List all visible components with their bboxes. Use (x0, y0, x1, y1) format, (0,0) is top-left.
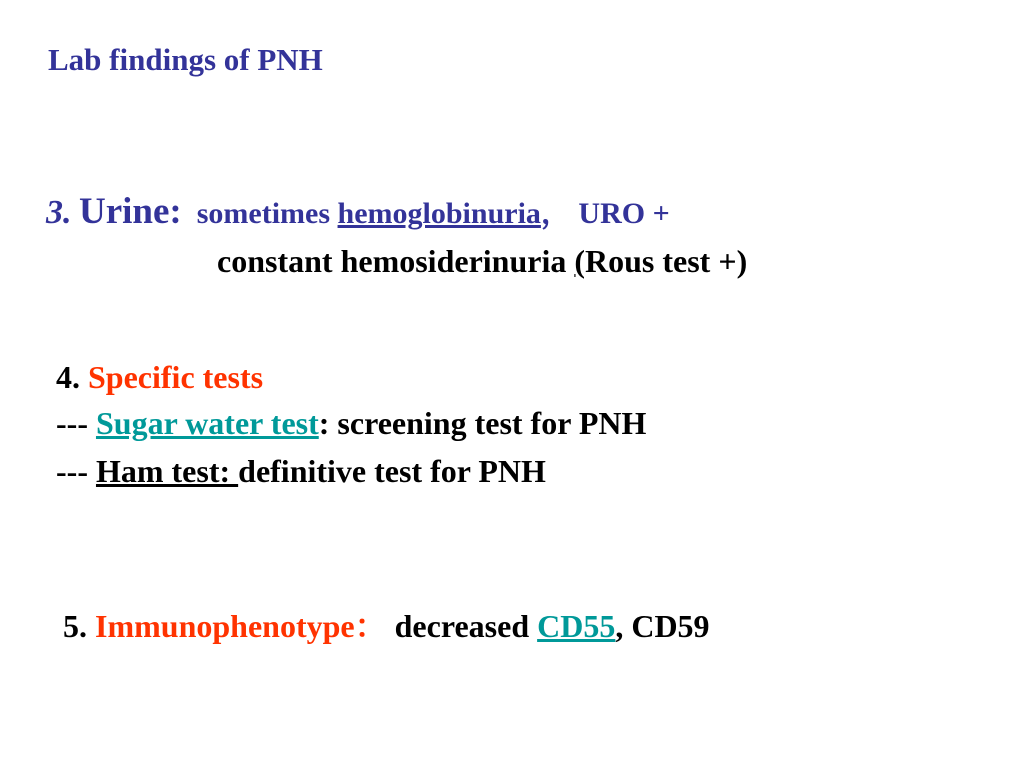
uro-value: URO + (578, 197, 670, 230)
paren-open: ( (574, 243, 585, 279)
ham-test-desc: definitive test for PNH (238, 453, 546, 489)
ham-dash: --- (56, 453, 88, 489)
urine-comma: ， (540, 197, 571, 230)
hemoglobinuria-link[interactable]: hemoglobinuria (337, 197, 541, 230)
cd59-text: , CD59 (615, 608, 710, 644)
specific-tests-heading-line (56, 361, 263, 393)
urine-sometimes: sometimes (196, 197, 331, 230)
slide-title: Lab findings of PNH (48, 42, 323, 77)
immuno-decreased: decreased (394, 608, 530, 644)
immuno-heading: Immunophenotype： (95, 608, 387, 644)
specific-number: 4. (56, 359, 80, 395)
cd55-link[interactable]: CD55 (537, 608, 616, 644)
urine-line-1 (46, 193, 670, 230)
sugar-water-test-link[interactable]: Sugar water test (95, 405, 319, 441)
ham-test-line (56, 455, 546, 487)
immunophenotype-line (63, 610, 710, 642)
urine-line-2 (217, 245, 747, 277)
sugar-dash: --- (56, 405, 88, 441)
immuno-number: 5. (63, 608, 87, 644)
urine-number: 3. (46, 194, 72, 231)
sugar-water-desc: : screening test for PNH (318, 405, 647, 441)
ham-test-label: Ham test: (95, 453, 239, 489)
sugar-water-line (56, 407, 646, 439)
specific-heading: Specific tests (88, 359, 264, 395)
rous-test-text: Rous test +) (585, 243, 748, 279)
hemosiderinuria-text: constant hemosiderinuria (217, 243, 575, 279)
urine-heading: Urine: (79, 191, 182, 232)
